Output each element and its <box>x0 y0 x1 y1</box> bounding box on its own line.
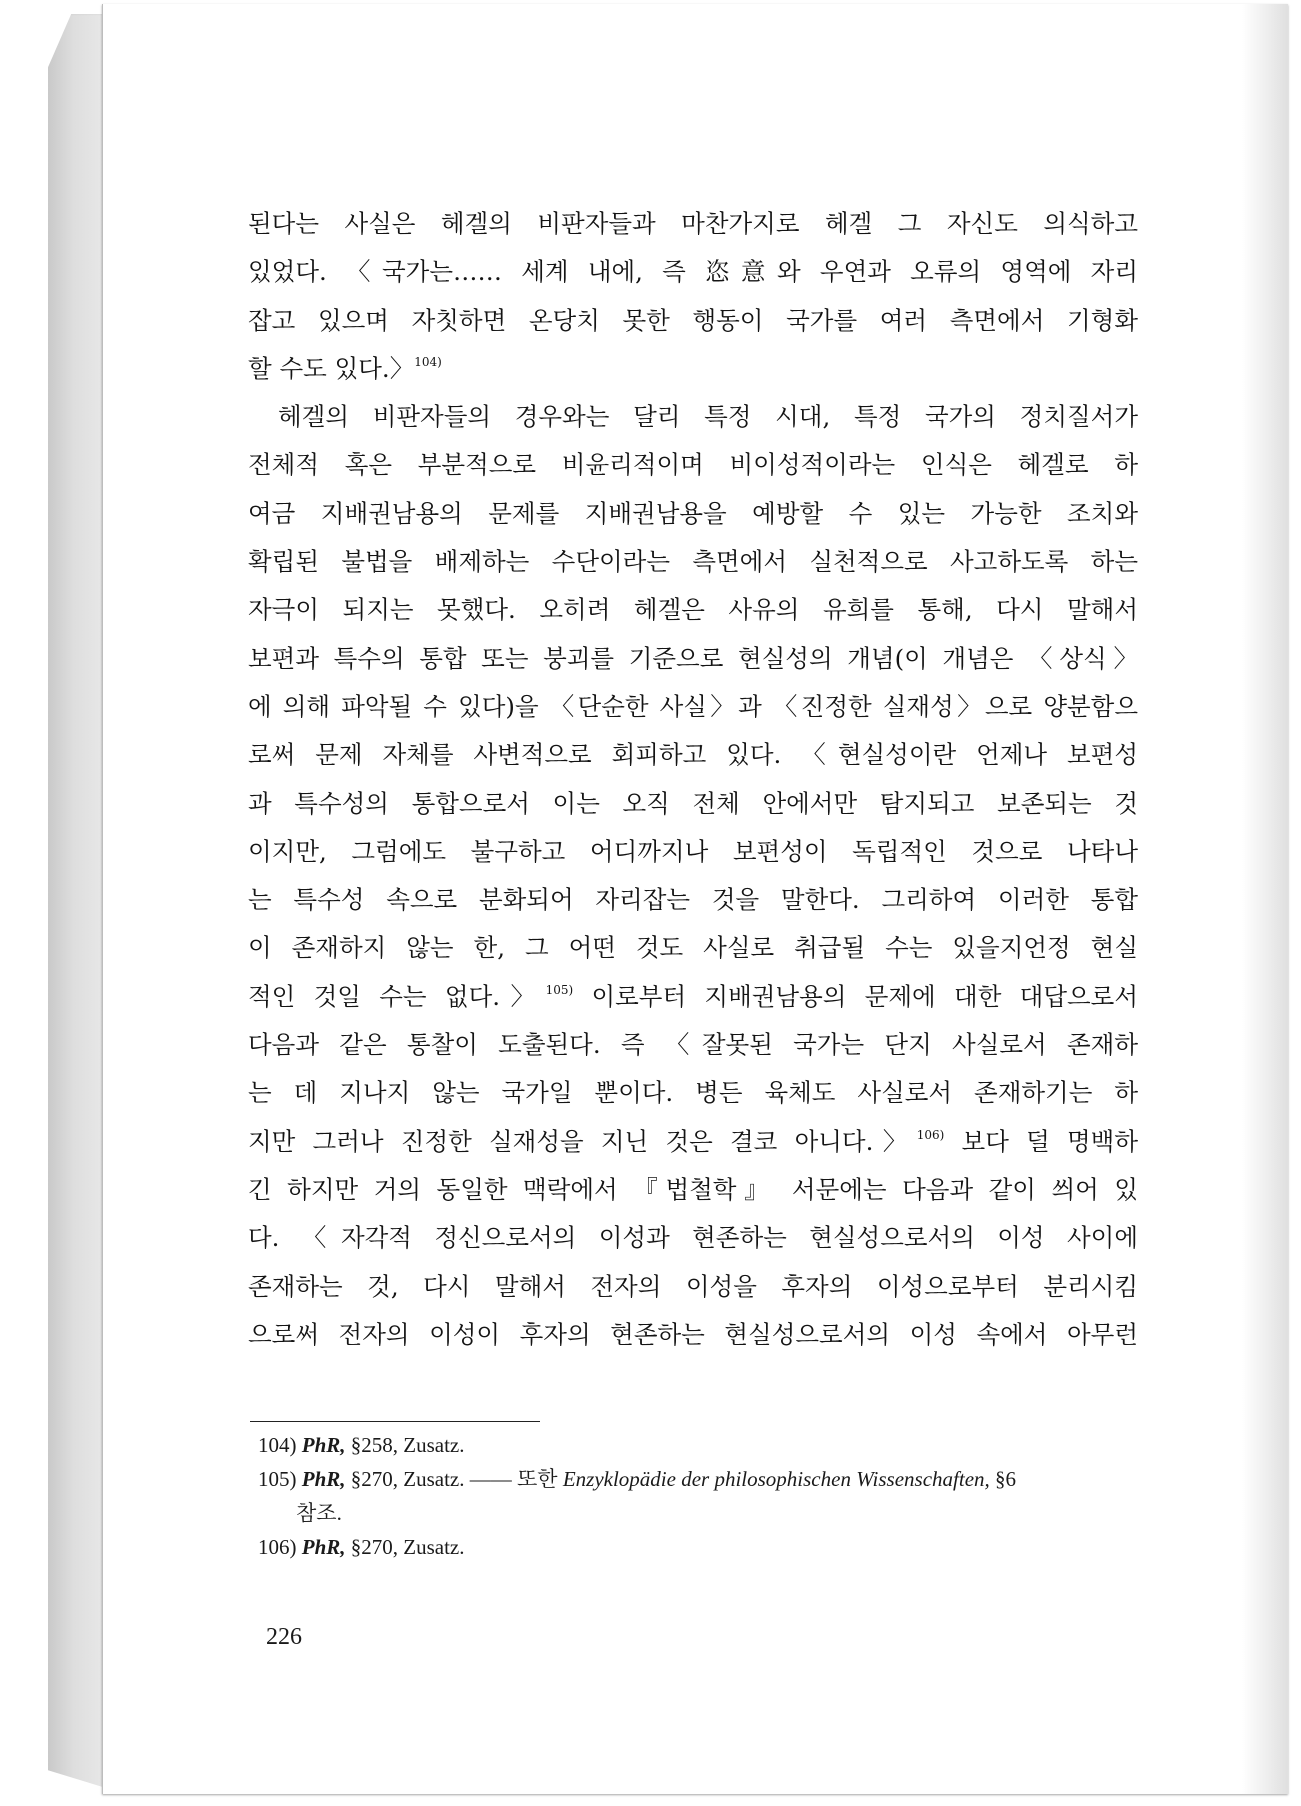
body-text <box>248 200 1138 1359</box>
text-line: 는 특수성 속으로 분화되어 자리잡는 것을 말한다. 그리하여 이러한 통합 <box>248 885 1138 915</box>
text-line: 이지만, 그럼에도 불구하고 어디까지나 보편성이 독립적인 것으로 나타나 <box>248 836 1138 866</box>
text-line: 과 특수성의 통합으로서 이는 오직 전체 안에서만 탐지되고 보존되는 것 <box>248 788 1138 818</box>
text-line: 헤겔의 비판자들의 경우와는 달리 특정 시대, 특정 국가의 정치질서가 <box>278 402 1138 432</box>
footnote-divider <box>250 1421 540 1422</box>
footnote-text: 참조. <box>296 1501 342 1525</box>
text-line: 긴 하지만 거의 동일한 맥락에서 『법철학』 서문에는 다음과 같이 씌어 있 <box>248 1174 1138 1204</box>
footnote-ref: 104) <box>414 354 442 369</box>
footnote-title: Enzyklopädie der philosophischen Wissenschaften, <box>562 1467 990 1491</box>
text-line: 보편과 특수의 통합 또는 붕괴를 기준으로 현실성의 개념(이 개념은 〈상식〉 <box>248 643 1138 673</box>
footnote-text: §6 <box>989 1467 1017 1491</box>
text-line <box>248 345 1138 393</box>
text-line <box>248 973 1138 1021</box>
text-line: 으로써 전자의 이성이 후자의 현존하는 현실성으로서의 이성 속에서 아무런 <box>248 1319 1138 1349</box>
footnote-abbr: PhR, <box>301 1535 346 1559</box>
footnote-number: 106) <box>258 1535 297 1559</box>
text-segment: 적인 것일 수는 없다.〉 <box>248 981 546 1011</box>
text-segment: 지만 그러나 진정한 실재성을 지닌 것은 결코 아니다.〉 <box>248 1126 917 1156</box>
text-line: 로써 문제 자체를 사변적으로 회피하고 있다. 〈현실성이란 언제나 보편성 <box>248 740 1138 770</box>
book-edge <box>48 14 106 1788</box>
page-number: 226 <box>266 1624 302 1650</box>
footnote-ref: 105) <box>545 982 574 997</box>
text-line: 된다는 사실은 헤겔의 비판자들과 마찬가지로 헤겔 그 자신도 의식하고 <box>248 209 1138 238</box>
footnote-number: 105) <box>258 1467 297 1491</box>
text-line: 있었다. 〈국가는…… 세계 내에, 즉 恣意와 우연과 오류의 영역에 자리 <box>248 257 1138 287</box>
footnote-text: §270, Zusatz. —— 또한 <box>345 1467 563 1491</box>
footnote-105 <box>258 1462 1138 1496</box>
footnote-ref: 106) <box>916 1127 945 1142</box>
text-line <box>248 1118 1138 1166</box>
text-line: 는 데 지나지 않는 국가일 뿐이다. 병든 육체도 사실로서 존재하기는 하 <box>248 1078 1138 1108</box>
footnote-abbr: PhR, <box>301 1433 346 1457</box>
footnote-104 <box>258 1428 1138 1462</box>
text-line: 에 의해 파악될 수 있다)을 〈단순한 사실〉과 〈진정한 실재성〉으로 양분함으 <box>248 691 1138 721</box>
footnote-abbr: PhR, <box>301 1467 346 1491</box>
text-line: 확립된 불법을 배제하는 수단이라는 측면에서 실천적으로 사고하도록 하는 <box>248 547 1138 577</box>
text-line: 전체적 혹은 부분적으로 비윤리적이며 비이성적이라는 인식은 헤겔로 하 <box>248 450 1138 480</box>
page-shadow <box>1242 4 1288 1794</box>
text-segment: 보다 덜 명백하 <box>944 1126 1138 1156</box>
text-line: 이 존재하지 않는 한, 그 어떤 것도 사실로 취급될 수는 있을지언정 현실 <box>248 933 1138 963</box>
text-line: 다. 〈자각적 정신으로서의 이성과 현존하는 현실성으로서의 이성 사이에 <box>248 1223 1138 1253</box>
footnote-number: 104) <box>258 1433 297 1457</box>
text-line: 자극이 되지는 못했다. 오히려 헤겔은 사유의 유희를 통해, 다시 말해서 <box>248 595 1138 625</box>
footnotes <box>258 1428 1138 1564</box>
footnote-text: §270, Zusatz. <box>345 1535 465 1559</box>
footnote-105-continued <box>258 1496 1138 1530</box>
text-line: 존재하는 것, 다시 말해서 전자의 이성을 후자의 이성으로부터 분리시킴 <box>248 1271 1138 1301</box>
text-segment: 이로부터 지배권남용의 문제에 대한 대답으로서 <box>573 981 1138 1011</box>
text-line: 다음과 같은 통찰이 도출된다. 즉 〈잘못된 국가는 단지 사실로서 존재하 <box>248 1030 1138 1060</box>
footnote-106 <box>258 1530 1138 1564</box>
text-line: 여금 지배권남용의 문제를 지배권남용을 예방할 수 있는 가능한 조치와 <box>248 498 1138 528</box>
text-line: 잡고 있으며 자칫하면 온당치 못한 행동이 국가를 여러 측면에서 기형화 <box>248 305 1138 335</box>
footnote-text: §258, Zusatz. <box>345 1433 465 1457</box>
text-segment: 할 수도 있다.〉 <box>248 353 415 383</box>
